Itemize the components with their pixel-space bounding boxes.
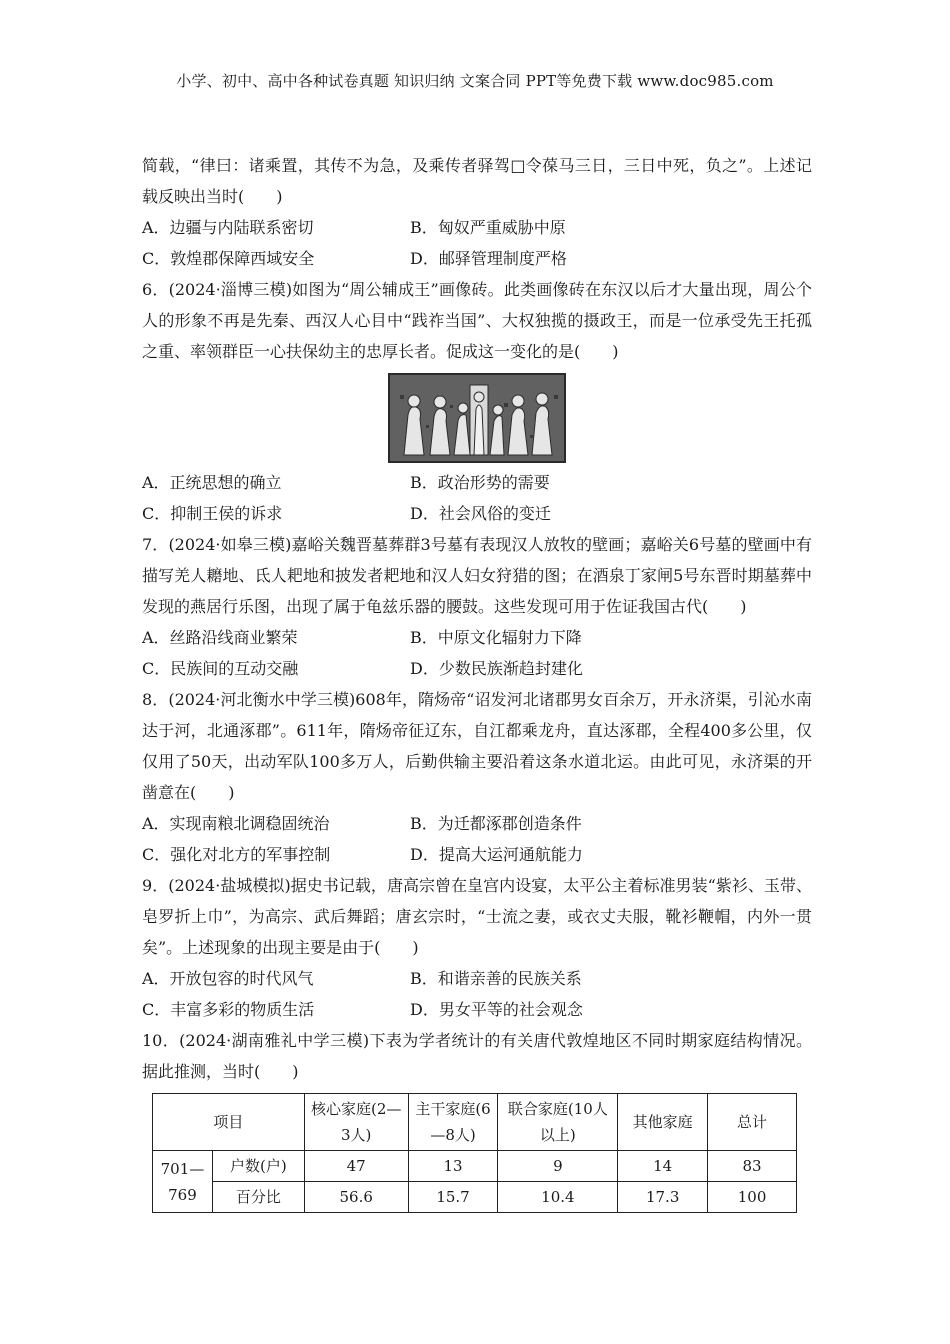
q9-options-row2 xyxy=(142,994,812,1025)
table-cell: 17.3 xyxy=(618,1182,708,1213)
table-cell: 14 xyxy=(618,1151,708,1182)
q7-options-row1 xyxy=(142,622,812,653)
table-cell: 15.7 xyxy=(408,1182,498,1213)
q8-option-b: B．为迁都涿郡创造条件 xyxy=(410,814,582,833)
q9-option-a: A．开放包容的时代风气 xyxy=(142,969,314,988)
table-header-cell: 总计 xyxy=(708,1094,797,1151)
q8-option-a: A．实现南粮北调稳固统治 xyxy=(142,814,330,833)
table-cell: 100 xyxy=(708,1182,797,1213)
q9-option-c: C．丰富多彩的物质生活 xyxy=(142,1000,315,1019)
table-row xyxy=(153,1151,797,1182)
q8-options-row1 xyxy=(142,808,812,839)
q8-option-c: C．强化对北方的军事控制 xyxy=(142,845,331,864)
table-cell: 10.4 xyxy=(498,1182,618,1213)
q6-option-d: D．社会风俗的变迁 xyxy=(410,504,551,523)
q6-option-c: C．抑制王侯的诉求 xyxy=(142,504,283,523)
q7-option-d: D．少数民族渐趋封建化 xyxy=(410,659,583,678)
q6-text: 6．(2024·淄博三模)如图为“周公辅成王”画像砖。此类画像砖在东汉以后才大量出现，周公个人的形象不再是先秦、西汉人心目中“践祚当国”、大权独揽的摄政王，而是一位承受先王托孤之重、率领群臣一心扶保幼主的忠厚长者。促成这一变化的是( ) xyxy=(142,280,812,361)
table-header-row xyxy=(153,1094,797,1151)
table-header-cell: 核心家庭(2—3人) xyxy=(304,1094,408,1151)
table-cell: 13 xyxy=(408,1151,498,1182)
table-cell: 83 xyxy=(708,1151,797,1182)
q9-option-b: B．和谐亲善的民族关系 xyxy=(410,969,582,988)
page-header: 小学、初中、高中各种试卷真题 知识归纳 文案合同 PPT等免费下载 www.doc985.com xyxy=(176,72,774,90)
table-cell: 9 xyxy=(498,1151,618,1182)
q5-option-b: B．匈奴严重威胁中原 xyxy=(410,218,566,237)
table-header-cell: 联合家庭(10人以上) xyxy=(498,1094,618,1151)
zhou-gong-relief-picture xyxy=(390,375,564,461)
table-row xyxy=(153,1182,797,1213)
q5-options-row1 xyxy=(142,212,812,243)
q9-text: 9．(2024·盐城模拟)据史书记载，唐高宗曾在皇宫内设宴，太平公主着标准男装“紫衫、玉带、皂罗折上巾”，为高宗、武后舞蹈；唐玄宗时，“士流之妻，或衣丈夫服，靴衫鞭帽，内外一贯矣”。上述现象的出现主要是由于( ) xyxy=(142,876,812,957)
q5-text: 简载，“律曰：诸乘置，其传不为急，及乘传者驿驾□令葆马三日，三日中死，负之”。上述记载反映出当时( ) xyxy=(142,156,812,206)
q5-option-c: C．敦煌郡保障西域安全 xyxy=(142,249,315,268)
q8-option-d: D．提高大运河通航能力 xyxy=(410,845,583,864)
q5-option-d: D．邮驿管理制度严格 xyxy=(410,249,567,268)
brick-relief-image xyxy=(388,373,566,463)
q6-option-b: B．政治形势的需要 xyxy=(410,473,550,492)
table-period-cell: 701—769 xyxy=(153,1151,213,1213)
q10-text: 10．(2024·湖南雅礼中学三模)下表为学者统计的有关唐代敦煌地区不同时期家庭结构情况。据此推测，当时( ) xyxy=(142,1031,812,1081)
family-structure-table xyxy=(152,1093,797,1213)
table-cell: 47 xyxy=(304,1151,408,1182)
q7-option-b: B．中原文化辐射力下降 xyxy=(410,628,582,647)
q6-option-a: A．正统思想的确立 xyxy=(142,473,282,492)
table-header-cell: 主干家庭(6—8人) xyxy=(408,1094,498,1151)
table-header-cell: 其他家庭 xyxy=(618,1094,708,1151)
q5-options-row2 xyxy=(142,243,812,274)
content xyxy=(142,150,812,1213)
q8-options-row2 xyxy=(142,839,812,870)
q7-options-row2 xyxy=(142,653,812,684)
q6-options-row2 xyxy=(142,498,812,529)
q6-options-row1 xyxy=(142,467,812,498)
q7-option-c: C．民族间的互动交融 xyxy=(142,659,299,678)
table-row-label: 百分比 xyxy=(212,1182,304,1213)
q8-text: 8．(2024·河北衡水中学三模)608年，隋炀帝“诏发河北诸郡男女百余万，开永济渠，引沁水南达于河，北通涿郡”。611年，隋炀帝征辽东，自江都乘龙舟，直达涿郡，全程400多公里，仅仅用了50天，出动军队100多万人，后勤供输主要沿着这条水道北运。由此可见，永济渠的开凿意在( ) xyxy=(142,690,812,802)
table-cell: 56.6 xyxy=(304,1182,408,1213)
table-row-label: 户数(户) xyxy=(212,1151,304,1182)
q9-option-d: D．男女平等的社会观念 xyxy=(410,1000,583,1019)
q5-option-a: A．边疆与内陆联系密切 xyxy=(142,218,314,237)
table-header-cell: 项目 xyxy=(153,1094,305,1151)
q9-options-row1 xyxy=(142,963,812,994)
q7-option-a: A．丝路沿线商业繁荣 xyxy=(142,628,298,647)
q7-text: 7．(2024·如皋三模)嘉峪关魏晋墓葬群3号墓有表现汉人放牧的壁画；嘉峪关6号墓的壁画中有描写羌人耱地、氐人耙地和披发者耙地和汉人妇女狩猎的图；在酒泉丁家闸5号东晋时期墓葬中发现的燕居行乐图，出现了属于龟兹乐器的腰鼓。这些发现可用于佐证我国古代( ) xyxy=(142,535,812,616)
